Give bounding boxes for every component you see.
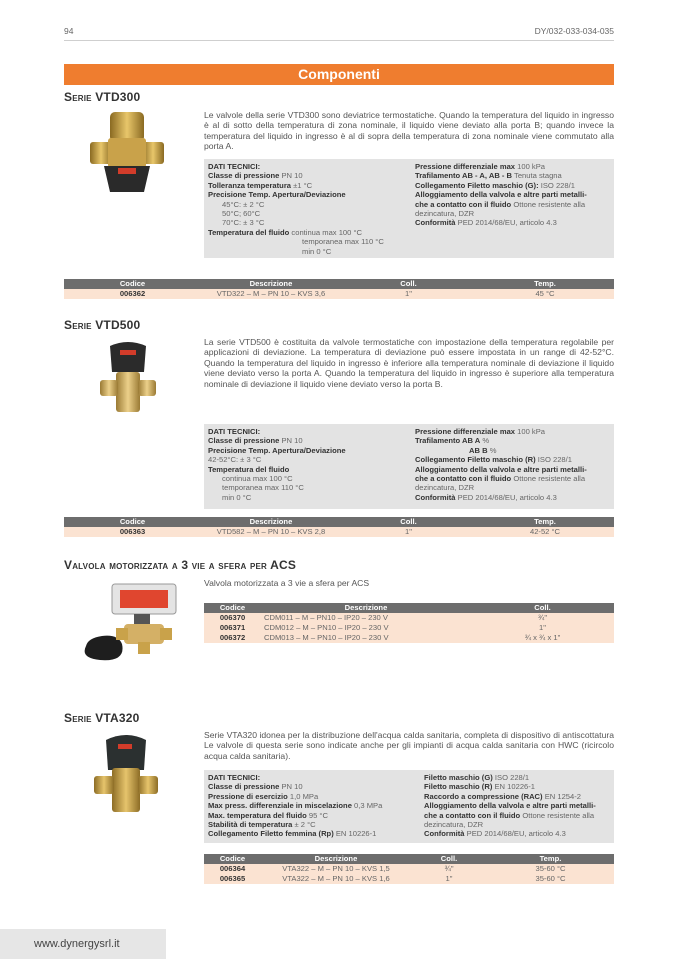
vtd500-description: La serie VTD500 è costituita da valvole termostatiche con impostazione della temperatura regolabile per applicazioni di deviazione. La temperatura di deviazione può essere impostata in un range di 42-52°C. Quando la temperatura del liquido in ingresso è inferiore alla temperatura nominale di deviazione il liquido viene deviato verso la porta A. Quando la temperatura del liquido in ingresso è superiore alla temperatura nominale di deviazione il liquido viene deviato verso la porta B. (204, 337, 614, 389)
table-header: Temp. (476, 517, 614, 527)
product-description: CDM013 – M – PN10 – IP20 – 230 V (261, 633, 471, 643)
product-connection: 1" (341, 527, 476, 537)
tech-value: ISO 228/1 (540, 180, 575, 190)
tech-label: Pressione di esercizio (208, 791, 288, 801)
tech-value: 95 °C (308, 810, 328, 820)
vta320-description: Serie VTA320 idonea per la distribuzione dell'acqua calda sanitaria, completa di dispositivo di antiscottatura Le valvole di questa serie sono indicate anche per gli impianti di acqua calda sanitaria con HWC (ricircolo acqua calda sanitaria). (204, 730, 614, 761)
vtd500-tech-right (415, 427, 611, 502)
product-description: VTA322 – M – PN 10 – KVS 1,6 (261, 874, 411, 884)
tech-value: temporanea max 110 °C (222, 483, 304, 493)
table-header: Descrizione (201, 279, 341, 289)
vtd300-product-image (88, 108, 166, 196)
tech-label: Collegamento Filetto femmina (Rp) (208, 829, 334, 839)
table-row (204, 633, 614, 643)
tech-label: Temperatura del fluido (208, 227, 290, 237)
motor-valve-title: Valvola motorizzata a 3 vie a sfera per ACS (64, 558, 297, 572)
tech-value: 50°C; 60°C (222, 209, 261, 219)
table-row (64, 527, 614, 537)
vta320-table (204, 854, 614, 884)
product-code: 006372 (204, 633, 261, 643)
section-banner: Componenti (64, 64, 614, 85)
tech-value: dezincatura, DZR (415, 483, 475, 493)
table-header: Codice (64, 279, 201, 289)
tech-label: Stabilità di temperatura (208, 820, 293, 830)
table-header: Codice (64, 517, 201, 527)
tech-value: Ottone resistente alla (513, 474, 586, 484)
table-row (204, 864, 614, 874)
tech-label: Conformità (424, 829, 465, 839)
product-code: 006370 (204, 613, 261, 623)
vta320-tech-data (204, 770, 614, 843)
tech-value: % (489, 445, 497, 455)
table-header: Coll. (341, 279, 476, 289)
motor-valve-description: Valvola motorizzata a 3 vie a sfera per ACS (204, 578, 370, 588)
tech-label: Max. temperatura del fluido (208, 810, 307, 820)
product-description: CDM011 – M – PN10 – IP20 – 230 V (261, 613, 471, 623)
tech-label: Collegamento Filetto maschio (R) (415, 455, 536, 465)
tech-value: temporanea max 110 °C (302, 237, 384, 247)
tech-label: Classe di pressione (208, 171, 280, 181)
tech-label: AB B (469, 445, 488, 455)
tech-heading: DATI TECNICI: (208, 773, 261, 782)
tech-value: EN 1254-2 (544, 791, 582, 801)
tech-value: % (482, 436, 490, 446)
tech-value: ISO 228/1 (494, 773, 530, 782)
page-number: 94 (64, 26, 74, 36)
tech-label: Tolleranza temperatura (208, 180, 291, 190)
tech-label: Filetto maschio (G) (424, 773, 493, 782)
table-row (204, 874, 614, 884)
tech-label: Classe di pressione (208, 782, 280, 792)
tech-label: Conformità (415, 492, 456, 502)
tech-value: ISO 228/1 (537, 455, 572, 465)
tech-value: 70°C: ± 3 °C (222, 218, 265, 228)
tech-label: che a contatto con il fluido (415, 199, 512, 209)
tech-value: PN 10 (281, 436, 303, 446)
tech-label: Max press. differenziale in miscelazione (208, 801, 352, 811)
tech-label: che a contatto con il fluido (415, 474, 512, 484)
table-header: Temp. (487, 854, 614, 864)
motor-valve-table (204, 603, 614, 643)
vtd300-description: Le valvole della serie VTD300 sono deviatrice termostatiche. Quando la temperatura del liquido in ingresso è al di sotto della temperatura di zona nominale, il liquido viene deviato alla porta B; quando invece la temperatura del liquido in ingresso è al di sopra della temperatura di zona nominale viene commutato alla porta A. (204, 110, 614, 152)
table-header: Descrizione (201, 517, 341, 527)
vta320-product-image (92, 730, 160, 816)
table-header: Temp. (476, 279, 614, 289)
vtd500-product-image (98, 340, 158, 420)
table-header: Coll. (411, 854, 487, 864)
tech-value: PN 10 (281, 171, 303, 181)
tech-label: Alloggiamento della valvola e altre parti metalli- (424, 801, 596, 811)
tech-value: min 0 °C (222, 492, 252, 502)
table-header: Descrizione (261, 854, 411, 864)
tech-label: Conformità (415, 218, 456, 228)
table-header: Coll. (341, 517, 476, 527)
motor-valve-product-image (76, 576, 184, 664)
product-description: CDM012 – M – PN10 – IP20 – 230 V (261, 623, 471, 633)
vtd500-tech-data (204, 424, 614, 509)
vtd500-tech-left (208, 427, 408, 502)
product-temperature: 45 °C (476, 289, 614, 299)
tech-value: ±1 °C (293, 180, 313, 190)
table-header: Descrizione (261, 603, 471, 613)
table-header: Codice (204, 603, 261, 613)
table-row (64, 289, 614, 299)
header-divider (64, 40, 614, 41)
tech-heading: DATI TECNICI: (208, 427, 261, 436)
product-code: 006371 (204, 623, 261, 633)
tech-label: Raccordo a compressione (RAC) (424, 791, 543, 801)
tech-label: Precisione Temp. Apertura/Deviazione (208, 445, 346, 455)
product-temperature: 42-52 °C (476, 527, 614, 537)
tech-label: Filetto maschio (R) (424, 782, 493, 792)
tech-value: dezincatura, DZR (424, 820, 484, 830)
table-row (204, 623, 614, 633)
tech-value: dezincatura, DZR (415, 209, 475, 219)
tech-value: PN 10 (281, 782, 303, 792)
tech-value: Ottone resistente alla (522, 810, 595, 820)
product-code: 006363 (64, 527, 201, 537)
tech-value: 45°C: ± 2 °C (222, 199, 265, 209)
tech-value: ± 2 °C (294, 820, 316, 830)
tech-value: continua max 100 °C (222, 474, 293, 484)
product-connection: 1" (341, 289, 476, 299)
table-header: Coll. (471, 603, 614, 613)
tech-value: continua max 100 °C (291, 227, 362, 237)
tech-heading: DATI TECNICI: (208, 162, 261, 171)
tech-value: EN 10226-1 (335, 829, 377, 839)
tech-label: Trafilamento AB - A, AB - B (415, 171, 513, 181)
vtd500-title: Serie VTD500 (64, 318, 141, 332)
vtd300-tech-right (415, 162, 611, 228)
tech-value: 100 kPa (517, 427, 546, 436)
tech-value: min 0 °C (302, 246, 332, 256)
product-connection: 1" (411, 874, 487, 884)
footer-website[interactable]: www.dynergysrl.it (0, 929, 166, 959)
product-connection: ¾" (411, 864, 487, 874)
product-code: 006364 (204, 864, 261, 874)
table-header: Codice (204, 854, 261, 864)
tech-value: EN 10226-1 (494, 782, 536, 792)
vta320-tech-left (208, 773, 423, 839)
product-code: 006365 (204, 874, 261, 884)
tech-value: PED 2014/68/EU, articolo 4.3 (466, 829, 566, 839)
vtd500-table (64, 517, 614, 537)
product-description: VTD582 – M – PN 10 – KVS 2,8 (201, 527, 341, 537)
tech-label: Alloggiamento della valvola e altre parti metalli- (415, 464, 587, 474)
product-temperature: 35-60 °C (487, 864, 614, 874)
vtd300-title: Serie VTD300 (64, 90, 141, 104)
tech-label: Classe di pressione (208, 436, 280, 446)
vta320-title: Serie VTA320 (64, 711, 140, 725)
product-connection: ¾" (471, 613, 614, 623)
tech-value: 1,0 MPa (289, 791, 319, 801)
tech-label: Pressione differenziale max (415, 427, 516, 436)
tech-value: Ottone resistente alla (513, 199, 586, 209)
tech-label: Alloggiamento della valvola e altre parti metalli- (415, 190, 587, 200)
vtd300-table (64, 279, 614, 299)
vtd300-tech-data (204, 159, 614, 258)
document-code: DY/032-033-034-035 (534, 26, 614, 36)
tech-label: Collegamento Filetto maschio (G): (415, 180, 539, 190)
tech-label: Temperatura del fluido (208, 464, 290, 474)
product-code: 006362 (64, 289, 201, 299)
tech-value: PED 2014/68/EU, articolo 4.3 (457, 218, 557, 228)
tech-label: Precisione Temp. Apertura/Deviazione (208, 190, 346, 200)
tech-value: 42-52°C: ± 3 °C (208, 455, 262, 465)
product-description: VTA322 – M – PN 10 – KVS 1,5 (261, 864, 411, 874)
product-connection: 1" (471, 623, 614, 633)
tech-value: PED 2014/68/EU, articolo 4.3 (457, 492, 557, 502)
product-connection: ¾ x ¾ x 1" (471, 633, 614, 643)
tech-label: Trafilamento AB A (415, 436, 481, 446)
tech-label: che a contatto con il fluido (424, 810, 521, 820)
product-description: VTD322 – M – PN 10 – KVS 3,6 (201, 289, 341, 299)
tech-value: 100 kPa (517, 162, 546, 171)
vta320-tech-right (424, 773, 612, 839)
tech-value: 0,3 MPa (354, 801, 383, 811)
vtd300-tech-left (208, 162, 408, 256)
tech-label: Pressione differenziale max (415, 162, 516, 171)
product-temperature: 35-60 °C (487, 874, 614, 884)
table-row (204, 613, 614, 623)
tech-value: Tenuta stagna (514, 171, 562, 181)
